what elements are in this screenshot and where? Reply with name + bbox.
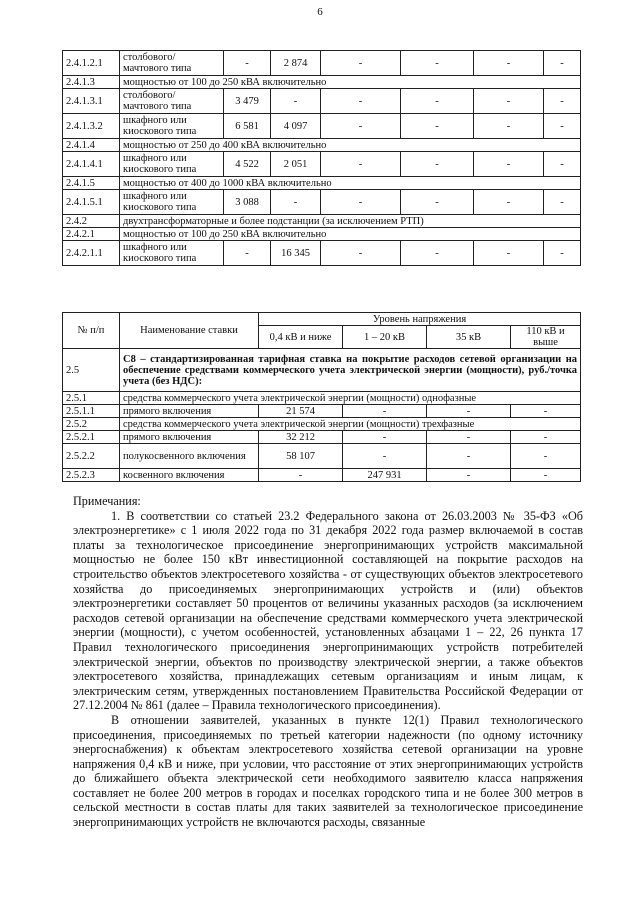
row-value: - xyxy=(224,241,271,266)
header-level-1: 0,4 кВ и ниже xyxy=(259,326,343,349)
row-value: 247 931 xyxy=(343,469,427,482)
row-value: - xyxy=(401,152,474,177)
table-row xyxy=(63,215,581,228)
row-name: шкафного или киоскового типа xyxy=(120,114,224,139)
row-value: - xyxy=(544,89,581,114)
table-row xyxy=(63,418,581,431)
tariff-table-metering xyxy=(62,312,581,482)
row-code: 2.5.2.1 xyxy=(63,431,120,444)
row-code: 2.4.2.1 xyxy=(63,228,120,241)
row-group-title: мощностью от 100 до 250 кВА включительно xyxy=(120,228,581,241)
row-value: - xyxy=(321,152,401,177)
row-value: - xyxy=(321,89,401,114)
header-level-3: 35 кВ xyxy=(427,326,511,349)
table-row xyxy=(63,392,581,405)
tariff-table-substations xyxy=(62,50,581,266)
row-value: 2 874 xyxy=(271,51,321,76)
row-value: - xyxy=(427,469,511,482)
row-value: - xyxy=(401,89,474,114)
row-value: 4 522 xyxy=(224,152,271,177)
table-row xyxy=(63,444,581,469)
row-value: - xyxy=(321,241,401,266)
table-row xyxy=(63,177,581,190)
row-value: - xyxy=(474,89,544,114)
row-code: 2.5.2 xyxy=(63,418,120,431)
row-value: - xyxy=(544,152,581,177)
row-value: - xyxy=(343,444,427,469)
table-row xyxy=(63,139,581,152)
table-row xyxy=(63,431,581,444)
row-name: косвенного включения xyxy=(120,469,259,482)
row-value: - xyxy=(544,190,581,215)
row-value: 6 581 xyxy=(224,114,271,139)
row-value: 4 097 xyxy=(271,114,321,139)
header-level-2: 1 – 20 кВ xyxy=(343,326,427,349)
header-level-4: 110 кВ и выше xyxy=(511,326,581,349)
table-row xyxy=(63,76,581,89)
row-code: 2.4.2.1.1 xyxy=(63,241,120,266)
row-code: 2.5.2.2 xyxy=(63,444,120,469)
header-name: Наименование ставки xyxy=(120,313,259,349)
row-name: прямого включения xyxy=(120,431,259,444)
table-row xyxy=(63,469,581,482)
row-code: 2.5.1.1 xyxy=(63,405,120,418)
row-name: столбового/ мачтового типа xyxy=(120,51,224,76)
section-row xyxy=(63,349,581,392)
table-row xyxy=(63,51,581,76)
row-value: - xyxy=(511,444,581,469)
row-name: прямого включения xyxy=(120,405,259,418)
row-code: 2.4.1.5.1 xyxy=(63,190,120,215)
row-value: 3 088 xyxy=(224,190,271,215)
row-value: - xyxy=(271,89,321,114)
row-value: - xyxy=(474,114,544,139)
row-group-title: двухтрансформаторные и более подстанции (за исключением РТП) xyxy=(120,215,581,228)
page-number: 6 xyxy=(317,6,323,18)
table-row xyxy=(63,241,581,266)
row-value: 58 107 xyxy=(259,444,343,469)
row-value: - xyxy=(511,431,581,444)
row-code: 2.4.1.3.2 xyxy=(63,114,120,139)
notes-paragraph-1: 1. В соответствии со статьей 23.2 Федерального закона от 26.03.2003 № 35-ФЗ «Об электроэнергетике» с 1 июля 2022 года по 31 декабря 2022 года размер включаемой в состав платы за технологическое присоединение энергопринимающих устройств максимальной мощностью не более 150 кВт инвестиционной составляющей на покрытие расходов на строительство объектов электросетевого хозяйства - от существующих объектов электросетевого хозяйства до присоединяемых энергопринимающих устройств и (или) объектов электроэнергетики составляет 50 процентов от величины указанных расходов (за исключением расходов сетевой организации на обеспечение средствами коммерческого учета электрической энергии (мощности), с учетом особенностей, установленных абзацами 1 – 22, 26 пункта 17 Правил технологического присоединения энергопринимающих устройств потребителей электрической энергии, объектов по производству электрической энергии, а также объектов электросетевого хозяйства, принадлежащих сетевым организациям и иным лицам, к электрическим сетям, утвержденных постановлением Правительства Российской Федерации от 27.12.2004 № 861 (далее – Правила технологического присоединения). xyxy=(73,508,583,713)
row-value: 2 051 xyxy=(271,152,321,177)
table-row xyxy=(63,114,581,139)
section-code: 2.5 xyxy=(63,349,120,392)
table-row xyxy=(63,405,581,418)
row-value: - xyxy=(544,51,581,76)
row-value: - xyxy=(511,405,581,418)
row-value: - xyxy=(343,405,427,418)
row-code: 2.4.1.3 xyxy=(63,76,120,89)
header-voltage-level: Уровень напряжения xyxy=(259,313,581,326)
row-value: - xyxy=(511,469,581,482)
row-name: шкафного или киоскового типа xyxy=(120,152,224,177)
row-code: 2.4.1.3.1 xyxy=(63,89,120,114)
row-value: 3 479 xyxy=(224,89,271,114)
row-code: 2.5.2.3 xyxy=(63,469,120,482)
row-code: 2.4.1.5 xyxy=(63,177,120,190)
row-group-title: мощностью от 100 до 250 кВА включительно xyxy=(120,76,581,89)
header-num: № п/п xyxy=(63,313,120,349)
row-value: - xyxy=(343,431,427,444)
row-group-title: мощностью от 250 до 400 кВА включительно xyxy=(120,139,581,152)
table-row xyxy=(63,89,581,114)
row-value: - xyxy=(401,241,474,266)
row-value: - xyxy=(544,114,581,139)
row-name: шкафного или киоскового типа xyxy=(120,190,224,215)
row-value: - xyxy=(401,114,474,139)
table-row xyxy=(63,228,581,241)
notes-section xyxy=(73,494,583,830)
table-row xyxy=(63,152,581,177)
row-value: - xyxy=(427,431,511,444)
row-code: 2.4.1.4.1 xyxy=(63,152,120,177)
row-name: полукосвенного включения xyxy=(120,444,259,469)
row-value: - xyxy=(321,114,401,139)
row-value: - xyxy=(427,444,511,469)
row-value: - xyxy=(321,51,401,76)
row-value: - xyxy=(474,152,544,177)
row-group-title: средства коммерческого учета электрической энергии (мощности) трехфазные xyxy=(120,418,581,431)
row-code: 2.4.1.4 xyxy=(63,139,120,152)
row-value: - xyxy=(474,190,544,215)
row-name: шкафного или киоскового типа xyxy=(120,241,224,266)
row-name: столбового/ мачтового типа xyxy=(120,89,224,114)
table-header-row xyxy=(63,313,581,326)
row-value: - xyxy=(544,241,581,266)
row-value: 32 212 xyxy=(259,431,343,444)
row-code: 2.4.2 xyxy=(63,215,120,228)
notes-heading: Примечания: xyxy=(73,494,141,508)
row-group-title: мощностью от 400 до 1000 кВА включительно xyxy=(120,177,581,190)
section-title: C8 – стандартизированная тарифная ставка на покрытие расходов сетевой организации на обеспечение средствами коммерческого учета электрической энергии (мощности), руб./точка учета (без НДС): xyxy=(120,349,581,392)
row-value: - xyxy=(259,469,343,482)
row-value: - xyxy=(427,405,511,418)
row-value: 21 574 xyxy=(259,405,343,418)
row-code: 2.5.1 xyxy=(63,392,120,405)
row-value: - xyxy=(474,241,544,266)
row-value: - xyxy=(474,51,544,76)
row-group-title: средства коммерческого учета электрической энергии (мощности) однофазные xyxy=(120,392,581,405)
row-code: 2.4.1.2.1 xyxy=(63,51,120,76)
row-value: 16 345 xyxy=(271,241,321,266)
row-value: - xyxy=(271,190,321,215)
table-row xyxy=(63,190,581,215)
row-value: - xyxy=(224,51,271,76)
notes-paragraph-2: В отношении заявителей, указанных в пункте 12(1) Правил технологического присоединения, присоединяемых по третьей категории надежности (по одному источнику энергоснабжения) к объектам электросетевого хозяйства сетевой организации на уровне напряжения 0,4 кВ и ниже, при условии, что расстояние от этих энергопринимающих устройств до ближайшего объекта электрической сети необходимого заявителю класса напряжения составляет не более 200 метров в городах и поселках городского типа и не более 300 метров в сельской местности в состав платы для таких заявителей за технологическое присоединение энергопринимающих устройств не включаются расходы, связанные xyxy=(73,712,583,830)
row-value: - xyxy=(401,51,474,76)
row-value: - xyxy=(401,190,474,215)
row-value: - xyxy=(321,190,401,215)
